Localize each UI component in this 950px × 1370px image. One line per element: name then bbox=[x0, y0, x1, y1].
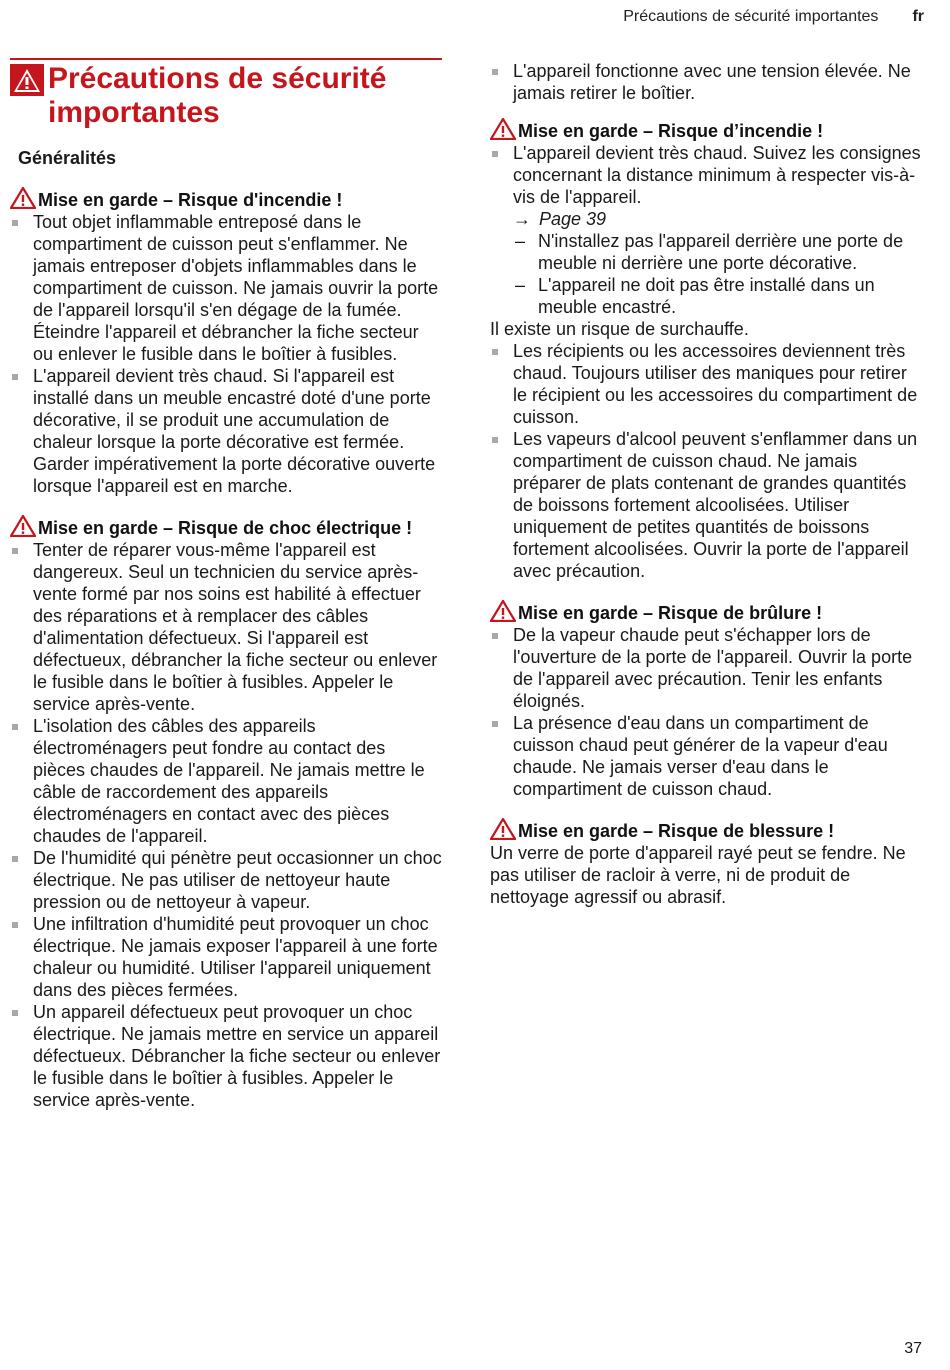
right-column bbox=[490, 60, 922, 922]
warning-injury bbox=[490, 818, 922, 908]
warning-icon bbox=[10, 187, 36, 209]
warning-icon bbox=[490, 600, 516, 622]
page-title: Précautions de sécurité importantes bbox=[48, 62, 387, 129]
warning-title: Mise en garde – Risque d’incendie ! bbox=[518, 121, 824, 141]
list-item: Tout objet inflammable entreposé dans le compartiment de cuisson peut s'enflammer. Ne jamais entreposer d'objets inflammables dans le compartiment de cuisson. Ne jamais ouvrir la porte de l'appareil lorsqu'il s'en dégage de la fumée. Éteindre l'appareil et débrancher la fiche secteur ou enlever le fusible dans le boîtier à fusibles. bbox=[10, 211, 442, 365]
list-item: L'appareil devient très chaud. Si l'appareil est installé dans un meuble encastré doté d'une porte décorative, il se produit une accumulation de chaleur lorsque la porte décorative est fermée. Garder impérativement la porte décorative ouverte lorsque l'appareil est en marche. bbox=[10, 365, 442, 497]
warning-electric-shock bbox=[10, 515, 442, 1111]
warning-title: Mise en garde – Risque de blessure ! bbox=[518, 821, 835, 841]
list-item: Les vapeurs d'alcool peuvent s'enflammer dans un compartiment de cuisson chaud. Ne jamais préparer de plats contenant de grandes quantités de boissons fortement alcoolisées. Utiliser uniquement de petites quantités de boissons fortement alcoolisées. Ouvrir la porte de l'appareil avec précaution. bbox=[490, 428, 922, 582]
list-item: Les récipients ou les accessoires deviennent très chaud. Toujours utiliser des maniques pour retirer le récipient ou les accessoires du compartiment de cuisson. bbox=[490, 340, 922, 428]
list-item: L'appareil devient très chaud. Suivez les consignes concernant la distance minimum à respecter vis-à-vis de l'appareil. bbox=[490, 142, 922, 208]
language-code: fr bbox=[912, 8, 924, 25]
list-item: De la vapeur chaude peut s'échapper lors de l'ouverture de la porte de l'appareil. Ouvrir la porte de l'appareil avec précaution. Tenir les enfants éloignés. bbox=[490, 624, 922, 712]
list-item: De l'humidité qui pénètre peut occasionner un choc électrique. Ne pas utiliser de nettoyeur haute pression ou de nettoyeur à vapeur. bbox=[10, 847, 442, 913]
warning-fire-2 bbox=[490, 118, 922, 582]
dash-item: – L'appareil ne doit pas être installé dans un meuble encastré. bbox=[490, 274, 922, 318]
title-block bbox=[10, 58, 442, 130]
page-header bbox=[623, 8, 924, 26]
list-item: Une infiltration d'humidité peut provoquer un choc électrique. Ne jamais exposer l'appareil à une forte chaleur ou humidité. Utiliser l'appareil uniquement dans des pièces fermées. bbox=[10, 913, 442, 1001]
list-item: Un appareil défectueux peut provoquer un choc électrique. Ne jamais mettre en service un appareil défectueux. Débrancher la fiche secteur ou enlever le fusible dans le boîtier à fusibles. Appeler le service après-vente. bbox=[10, 1001, 442, 1111]
header-title: Précautions de sécurité importantes bbox=[623, 8, 879, 25]
list-item: La présence d'eau dans un compartiment de cuisson chaud peut générer de la vapeur d'eau chaude. Ne jamais verser d'eau dans le compartiment de cuisson chaud. bbox=[490, 712, 922, 800]
dash-item: – N'installez pas l'appareil derrière une porte de meuble ni derrière une porte décorative. bbox=[490, 230, 922, 274]
list-item: L'appareil fonctionne avec une tension élevée. Ne jamais retirer le boîtier. bbox=[490, 60, 922, 104]
warning-title: Mise en garde – Risque de choc électrique ! bbox=[38, 518, 413, 538]
warning-title: Mise en garde – Risque de brûlure ! bbox=[518, 603, 823, 623]
warning-icon bbox=[10, 515, 36, 537]
page-reference-text: Page 39 bbox=[539, 209, 607, 229]
section-heading: Généralités bbox=[18, 148, 117, 168]
list-item: Tenter de réparer vous-même l'appareil est dangereux. Seul un technicien du service après-vente formé par nos soins est habilité à effectuer des réparations et à remplacer des câbles d'alimentation défectueux. Si l'appareil est défectueux, débrancher la fiche secteur ou enlever le fusible dans le boîtier à fusibles. Appeler le service après-vente. bbox=[10, 539, 442, 715]
warning-burn bbox=[490, 600, 922, 800]
page-reference[interactable] bbox=[490, 208, 922, 230]
warning-icon bbox=[490, 118, 516, 140]
arrow-right-icon: → bbox=[513, 209, 531, 229]
warning-text: Un verre de porte d'appareil rayé peut se fendre. Ne pas utiliser de racloir à verre, ni de produit de nettoyage agressif ou abrasif. bbox=[490, 843, 906, 907]
left-column bbox=[10, 58, 442, 1125]
note-text: Il existe un risque de surchauffe. bbox=[490, 319, 749, 339]
warning-triangle-icon bbox=[10, 64, 44, 101]
page-number: 37 bbox=[904, 1340, 922, 1357]
warning-icon bbox=[490, 818, 516, 840]
list-item: L'isolation des câbles des appareils électroménagers peut fondre au contact des pièces chaudes de l'appareil. Ne jamais mettre le câble de raccordement des appareils électroménagers en contact avec des pièces chaudes de l'appareil. bbox=[10, 715, 442, 847]
warning-title: Mise en garde – Risque d'incendie ! bbox=[38, 190, 343, 210]
warning-fire bbox=[10, 187, 442, 497]
